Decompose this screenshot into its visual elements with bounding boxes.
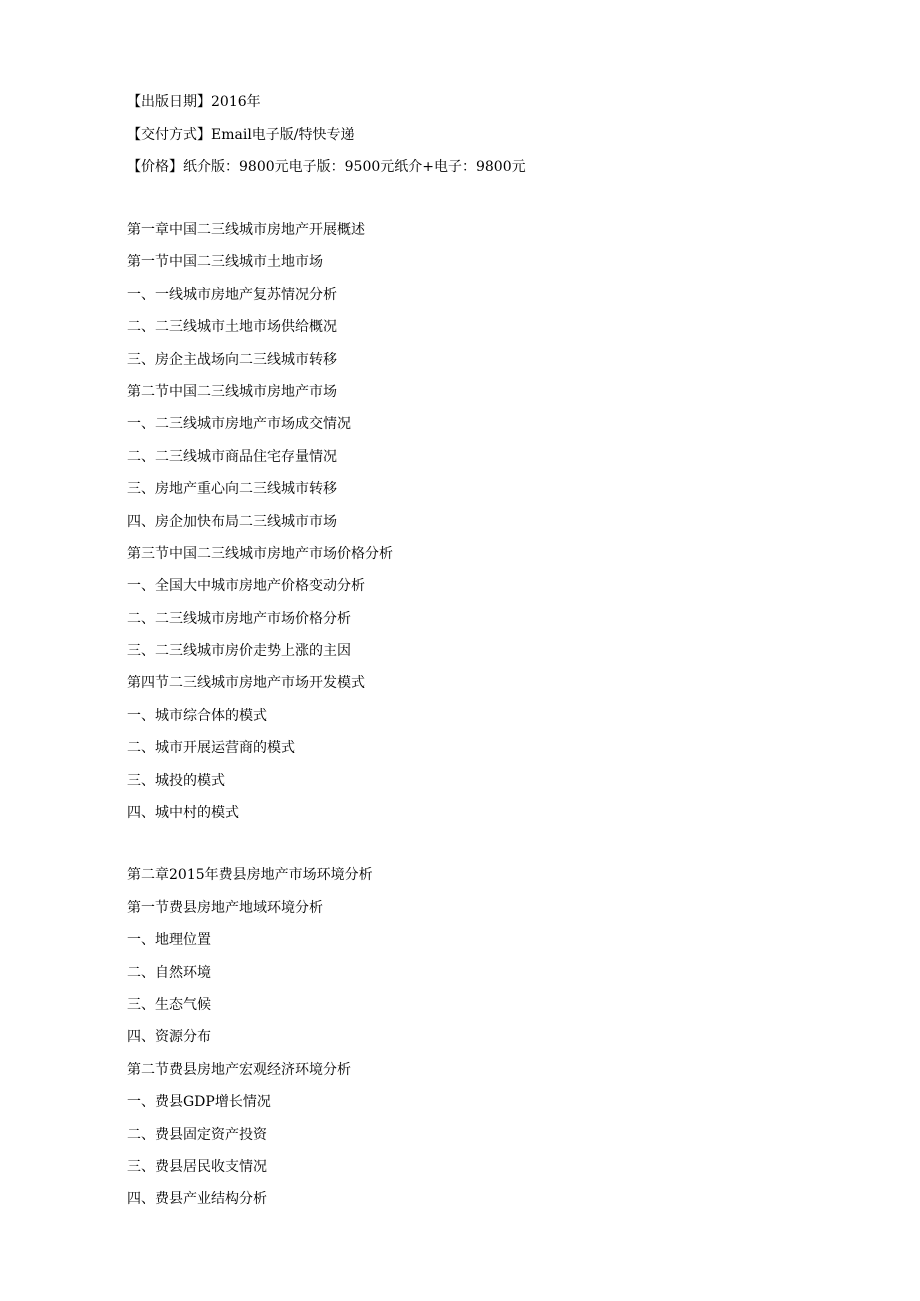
toc-line: 四、城中村的模式 xyxy=(127,805,239,822)
toc-line: 一、地理位置 xyxy=(127,932,211,949)
toc-line: 四、费县产业结构分析 xyxy=(127,1191,267,1208)
chapter-2 xyxy=(127,859,827,1215)
toc-line: 第三节中国二三线城市房地产市场价格分析 xyxy=(127,545,393,562)
price-info: 【价格】纸介版：9800元电子版：9500元纸介+电子：9800元 xyxy=(127,159,526,175)
toc-line: 一、全国大中城市房地产价格变动分析 xyxy=(127,578,365,595)
toc-line: 二、二三线城市房地产市场价格分析 xyxy=(127,610,351,627)
toc-line: 第一节费县房地产地域环境分析 xyxy=(127,899,323,916)
toc-line: 四、资源分布 xyxy=(127,1029,211,1046)
toc-line: 二、费县固定资产投资 xyxy=(127,1126,267,1143)
toc-line: 二、二三线城市土地市场供给概况 xyxy=(127,319,337,336)
toc-line: 三、房地产重心向二三线城市转移 xyxy=(127,481,337,498)
toc-line: 三、二三线城市房价走势上涨的主因 xyxy=(127,643,351,660)
toc-line: 第一节中国二三线城市土地市场 xyxy=(127,254,323,271)
publication-info xyxy=(127,86,827,184)
publish-date: 【出版日期】2016年 xyxy=(127,94,261,110)
toc-line: 一、费县GDP增长情况 xyxy=(127,1094,271,1111)
toc-line: 第四节二三线城市房地产市场开发模式 xyxy=(127,675,365,692)
toc-line: 三、城投的模式 xyxy=(127,772,225,789)
table-of-contents xyxy=(127,214,827,1246)
toc-line: 第二节中国二三线城市房地产市场 xyxy=(127,383,337,400)
toc-line: 一、二三线城市房地产市场成交情况 xyxy=(127,416,351,433)
toc-line: 第二节费县房地产宏观经济环境分析 xyxy=(127,1061,351,1078)
chapter-1 xyxy=(127,214,827,829)
chapter-title: 第二章2015年费县房地产市场环境分析 xyxy=(127,867,373,884)
toc-line: 三、费县居民收支情况 xyxy=(127,1158,267,1175)
toc-line: 二、城市开展运营商的模式 xyxy=(127,740,295,757)
toc-line: 一、一线城市房地产复苏情况分析 xyxy=(127,286,337,303)
toc-line: 三、生态气候 xyxy=(127,996,211,1013)
toc-line: 四、房企加快布局二三线城市市场 xyxy=(127,513,337,530)
toc-line: 三、房企主战场向二三线城市转移 xyxy=(127,351,337,368)
toc-line: 二、二三线城市商品住宅存量情况 xyxy=(127,448,337,465)
chapter-title: 第一章中国二三线城市房地产开展概述 xyxy=(127,222,365,238)
delivery-method: 【交付方式】Email电子版/特快专递 xyxy=(127,126,355,143)
toc-line: 二、自然环境 xyxy=(127,964,211,981)
toc-line: 一、城市综合体的模式 xyxy=(127,707,267,724)
